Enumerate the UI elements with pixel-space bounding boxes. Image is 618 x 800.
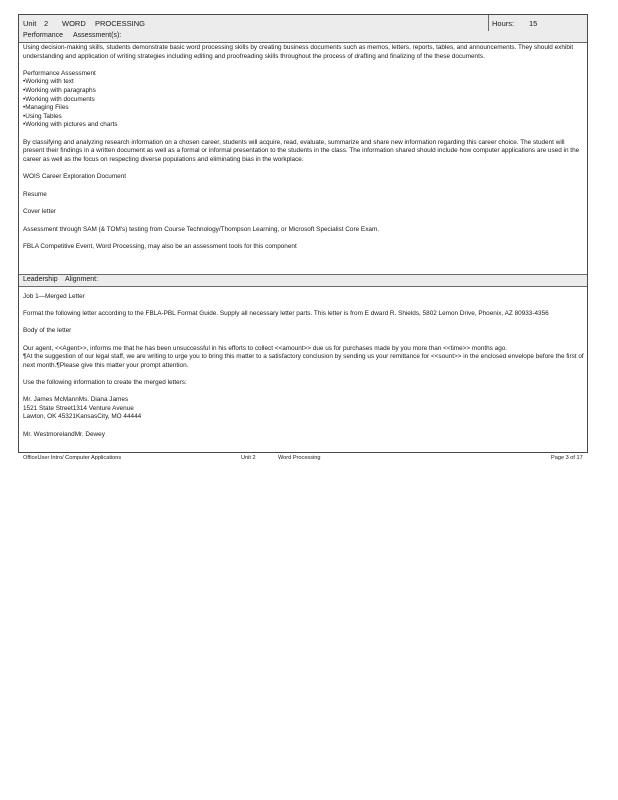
- performance-label: Performance: [23, 32, 64, 39]
- address-line: 1521 State Street1314 Venture Avenue: [23, 404, 134, 412]
- hours-label: Hours:: [492, 19, 515, 28]
- footer-page-number: Page 3 of 17: [551, 455, 583, 461]
- performance-assessment-heading: Performance Assessment: [23, 69, 96, 77]
- footer-title: Word Processing: [278, 455, 321, 461]
- letter-body-heading: Body of the letter: [23, 327, 72, 335]
- assessment-intro: Using decision-making skills, students demonstrate basic word processing skills by creating business documents such as memos, letters, reports, tables, and announcements. They should exhibit understanding and application of writing strategies including editing and proofreading skills throughout the process of drafting and finalizing of the these documents.: [23, 44, 574, 60]
- resume-item: Resume: [23, 190, 47, 198]
- sam-assessment: Assessment through SAM (& TOM's) testing from Course Technology/Thompson Learning, or Microsoft Specialist Core Exam.: [23, 225, 380, 233]
- hours-value: 15: [529, 19, 538, 28]
- list-item: •Working with pictures and charts: [23, 121, 118, 129]
- alignment-content: [23, 293, 585, 439]
- list-item: •Working with text: [23, 78, 74, 86]
- fbla-assessment: FBLA Competitive Event, Word Processing, may also be an assessment tools for this component: [23, 243, 297, 251]
- hours-divider: [488, 15, 489, 31]
- merge-instructions: Use the following information to create the merged letters:: [23, 378, 187, 386]
- list-item: •Managing Files: [23, 104, 69, 112]
- wois-item: WOIS Career Exploration Document: [23, 172, 126, 180]
- assessment-content: [23, 44, 585, 252]
- unit-label: Unit: [23, 19, 37, 28]
- footer-course: OfficeUser Intro/ Computer Applications: [23, 455, 122, 461]
- list-item: •Using Tables: [23, 112, 62, 120]
- unit-title-processing: PROCESSING: [95, 19, 146, 28]
- assessment-label: Assessment(s):: [73, 32, 122, 39]
- leadership-header-row: [19, 274, 587, 287]
- footer-unit: Unit 2: [241, 455, 256, 461]
- letter-paragraph-2: ¶At the suggestion of our legal staff, we are writing to urge you to bring this matter to a satisfactory conclusion by sending us your remittance for <<sount>> in the enclosed envelope before the first of next month.¶Please give this matter your prompt attention.: [23, 353, 584, 369]
- unit-title-word: WORD: [62, 19, 86, 28]
- letter-paragraph-1: Our agent, <<Agent>>, informs me that he has been unsuccessful in his efforts to collect <<amount>> due us for purchases made by you more than <<time>> months ago.: [23, 344, 508, 352]
- cover-letter-item: Cover letter: [23, 208, 57, 216]
- unit-header-row: [19, 15, 587, 32]
- address-line: Mr. James McMannMs. Diana James: [23, 396, 129, 404]
- list-item: •Working with paragraphs: [23, 86, 96, 94]
- address-line: Lawton, OK 45321KansasCity, MO 44444: [23, 413, 142, 421]
- job-title: Job 1—Merged Letter: [23, 293, 85, 300]
- alignment-label: Alignment:: [65, 276, 99, 283]
- unit-number: 2: [44, 19, 49, 28]
- career-paragraph: By classifying and analyzing research information on a chosen career, students will acquire, read, evaluate, summarize and share new information regarding this career choice. The student will present their findings in a written document as well as a formal or informal presentation to the students in the class. The information shared should include how computer applications are used in the career as well as the focus on respecting diverse populations and eliminating bias in the workplace.: [23, 138, 580, 163]
- address-line: Mr. WestmorelandMr. Dewey: [23, 430, 105, 438]
- list-item: •Working with documents: [23, 95, 95, 103]
- performance-header-row: [19, 31, 587, 43]
- unit-table: [18, 14, 588, 453]
- format-instructions: Format the following letter according to the FBLA-PBL Format Guide. Supply all necessary letter parts. This letter is from E dward R. Shields, 5802 Lemon Drive, Phoenix, AZ 80933-4356: [23, 310, 549, 318]
- leadership-label: Leadership: [23, 276, 58, 283]
